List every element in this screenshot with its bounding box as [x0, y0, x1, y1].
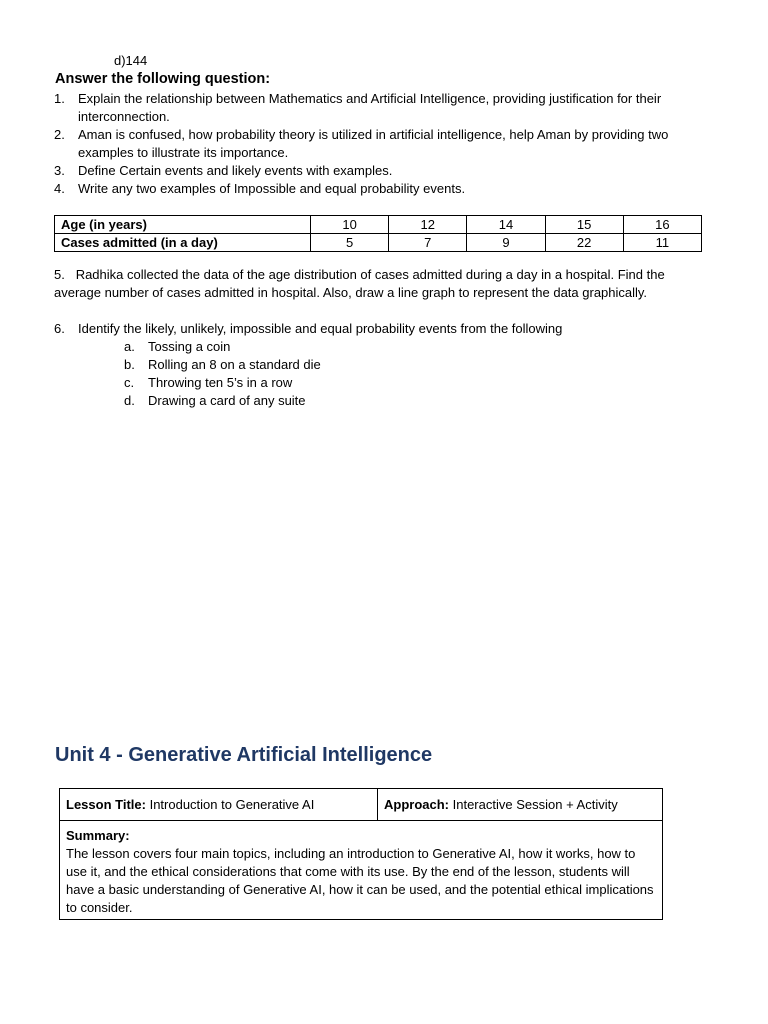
lesson-approach-label: Approach:	[384, 797, 449, 812]
lesson-info-box	[59, 788, 663, 920]
lesson-header-row	[60, 789, 662, 821]
option-letter: d.	[124, 393, 135, 408]
lesson-title-value: Introduction to Generative AI	[149, 797, 315, 812]
table-cell: 7	[389, 234, 467, 252]
table-row	[55, 216, 702, 234]
lesson-summary	[66, 827, 656, 917]
age-cases-table	[54, 215, 702, 252]
option-text: Tossing a coin	[148, 339, 231, 354]
question-list	[54, 90, 714, 198]
table-cell: 11	[623, 234, 701, 252]
section-heading: Answer the following question:	[55, 71, 271, 87]
lesson-title-label: Lesson Title:	[66, 797, 146, 812]
row-header: Cases admitted (in a day)	[55, 234, 311, 252]
question-number: 3.	[54, 163, 65, 178]
option-text: Throwing ten 5’s in a row	[148, 375, 293, 390]
list-item	[122, 392, 321, 410]
row-header: Age (in years)	[55, 216, 311, 234]
question-6	[54, 320, 714, 338]
table-row	[55, 234, 702, 252]
lesson-title-cell	[60, 789, 378, 820]
option-text: Drawing a card of any suite	[148, 393, 306, 408]
question-text: Aman is confused, how probability theory is utilized in artificial intelligence, help Aman by providing two examples to illustrate its importance.	[78, 127, 669, 160]
table-cell: 15	[545, 216, 623, 234]
summary-text: The lesson covers four main topics, including an introduction to Generative AI, how it works, how to use it, and the ethical considerations that come with its use. By the end of the lesson, students will have a basic understanding of Generative AI, how it can be used, and the potential ethical implications to consider.	[66, 846, 654, 915]
option-letter: a.	[124, 339, 135, 354]
question-number: 5.	[54, 267, 65, 282]
question-item	[54, 90, 714, 126]
question-text: Radhika collected the data of the age distribution of cases admitted during a day in a hospital. Find the average number of cases admitted in hospital. Also, draw a line graph to represent the data graphically.	[54, 267, 665, 300]
table-cell: 5	[311, 234, 389, 252]
question-text: Define Certain events and likely events with examples.	[78, 163, 393, 178]
question-text: Identify the likely, unlikely, impossible and equal probability events from the following	[78, 321, 563, 336]
table-cell: 22	[545, 234, 623, 252]
table-cell: 16	[623, 216, 701, 234]
table-cell: 12	[389, 216, 467, 234]
list-item	[122, 374, 321, 392]
previous-answer-option: d)144	[114, 53, 148, 68]
option-letter: b.	[124, 357, 135, 372]
question-number: 4.	[54, 181, 65, 196]
question-number: 2.	[54, 127, 65, 142]
list-item	[122, 338, 321, 356]
list-item	[122, 356, 321, 374]
question-number: 6.	[54, 321, 65, 336]
option-letter: c.	[124, 375, 135, 390]
question-item	[54, 162, 714, 180]
lesson-approach-value: Interactive Session + Activity	[452, 797, 618, 812]
question-5	[54, 266, 714, 302]
question-item	[54, 126, 714, 162]
question-text: Explain the relationship between Mathematics and Artificial Intelligence, providing justification for their interconnection.	[78, 91, 662, 124]
lesson-approach-cell	[378, 789, 662, 820]
summary-label: Summary:	[66, 828, 130, 843]
event-options-list	[122, 338, 321, 410]
question-text: Write any two examples of Impossible and equal probability events.	[78, 181, 466, 196]
question-number: 1.	[54, 91, 65, 106]
table-cell: 10	[311, 216, 389, 234]
option-text: Rolling an 8 on a standard die	[148, 357, 321, 372]
question-item	[54, 180, 714, 198]
table-cell: 14	[467, 216, 545, 234]
table-cell: 9	[467, 234, 545, 252]
unit-title: Unit 4 - Generative Artificial Intelligence	[55, 744, 433, 766]
